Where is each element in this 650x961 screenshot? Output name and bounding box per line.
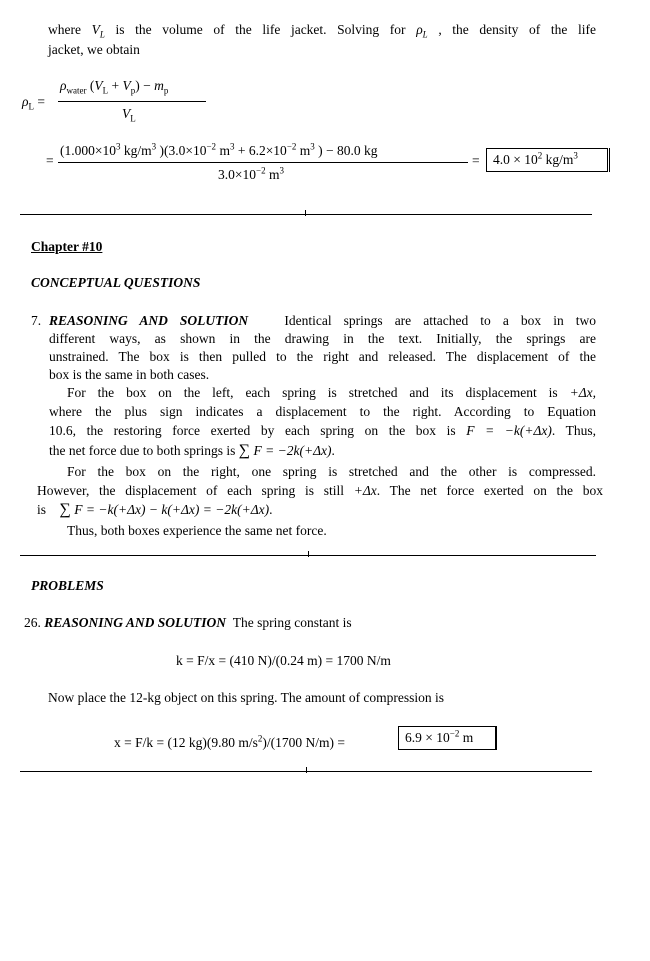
eq1-lhs: $\rho_L$ = — [22, 94, 45, 112]
p26-result-box: $6.9 \times 10^{-2}$ m — [398, 726, 496, 750]
p26-line-1: 26. REASONING AND SOLUTION The spring constant is — [24, 615, 352, 630]
divider-1-tick — [305, 210, 306, 216]
q7-number: 7. — [31, 313, 42, 328]
eq2-result-box: $4.0 \times 10^2$ $kg/m^3$ — [486, 148, 608, 172]
eq2-fraction-bar — [58, 162, 468, 163]
q7-p1-line-2: different ways, as shown in the drawing in the text. Initially, the springs are — [49, 331, 596, 346]
q7-p3-line-2: However, the displacement of each spring is still +Δx. The net force exerted on the box — [37, 483, 604, 498]
q7-p1-line-1: REASONING AND SOLUTION Identical springs are attached to a box in two — [49, 313, 597, 328]
chapter-heading: Chapter #10 — [31, 239, 103, 254]
eq2-equals-right: = — [472, 153, 480, 168]
eq2-denominator: $3.0\times 10^{-2}$ $m^3$ — [218, 165, 284, 182]
q7-p2-line-3: 10.6, the restoring force exerted by each spring on the box is F = −k(+Δx). Thus, — [49, 423, 596, 438]
eq1-denominator: $V_L$ — [122, 106, 136, 124]
result-box-shadow-edge — [609, 148, 610, 172]
q7-p3-line-3: is ∑ F = −k(+Δx) − k(+Δx) = −2k(+Δx). — [37, 501, 273, 518]
p26-line-2: Now place the 12-kg object on this spring. The amount of compression is — [48, 690, 445, 705]
problems-heading: PROBLEMS — [31, 578, 104, 593]
intro-line-1: where $V_L$ is the volume of the life jacket. Solving for $\rho_L$ , the density of the life — [48, 22, 597, 40]
q7-p1-line-4: box is the same in both cases. — [49, 367, 210, 382]
q7-p1-line-3: unstrained. The box is then pulled to the right and released. The displacement of the — [49, 349, 596, 364]
q7-p2-line-1: For the box on the left, each spring is stretched and its displacement is +Δx, — [67, 385, 596, 400]
q7-p2-line-2: where the plus sign indicates a displacement to the right. According to Equation — [49, 404, 596, 419]
divider-3-tick — [306, 767, 307, 773]
q7-p2-line-4: the net force due to both springs is ∑ F = −2k(+Δx). — [49, 442, 335, 459]
divider-1 — [20, 214, 592, 215]
eq1-fraction-bar — [58, 101, 206, 102]
conceptual-heading: CONCEPTUAL QUESTIONS — [31, 275, 201, 290]
q7-p4: Thus, both boxes experience the same net force. — [67, 523, 327, 538]
p26-equation-2: x = F/k = (12 kg)(9.80 $m/s^2)/(1700$ N/m) = — [114, 733, 345, 750]
divider-2-tick — [308, 551, 309, 557]
p26-equation-1: k = F/x = (410 N)/(0.24 m) = 1700 N/m — [176, 653, 391, 668]
intro-line-2: jacket, we obtain — [48, 42, 140, 57]
eq2-numerator: ($1.000\times 10^3$ $kg/m^3$ )($3.0\times 10^{-2}$ $m^3 + 6.2\times 10^{-2}$ $m^3$ ) − 80.0 kg — [60, 141, 378, 158]
q7-p3-line-1: For the box on the right, one spring is stretched and the other is compressed. — [67, 464, 596, 479]
p26-result-box-edge — [496, 726, 497, 750]
eq2-equals: = — [46, 153, 54, 168]
eq1-numerator: $\rho_{water}$ $(V_L + V_p) - m_p$ — [60, 78, 169, 96]
